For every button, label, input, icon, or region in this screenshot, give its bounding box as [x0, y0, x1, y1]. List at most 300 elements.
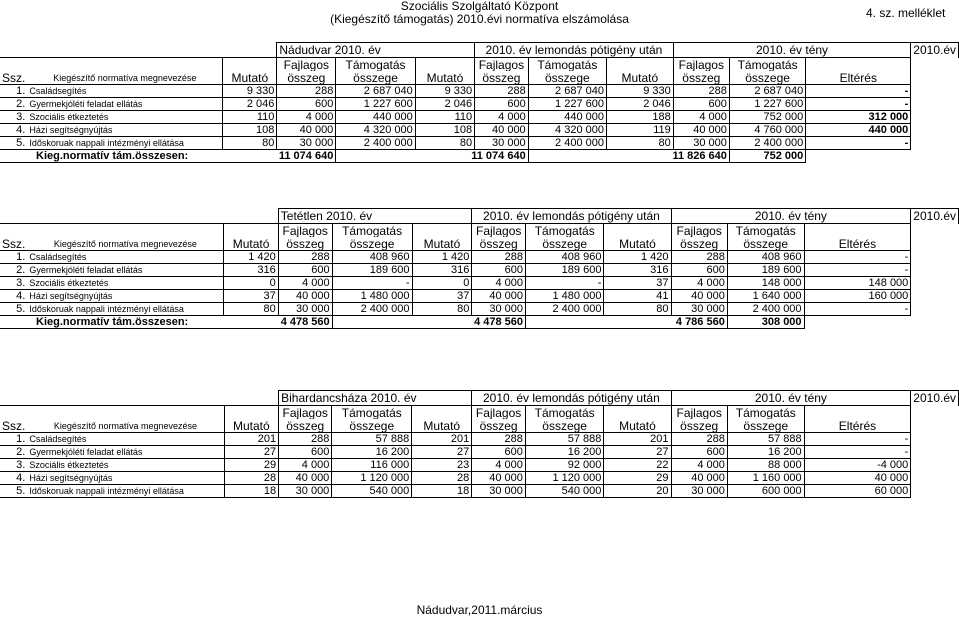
value-cell: 30 000: [475, 137, 529, 150]
row-number: 2.: [0, 446, 27, 459]
col-header-osszeg: összeg: [475, 71, 529, 85]
table-row: [0, 85, 959, 98]
total-actual: 11 826 640: [606, 150, 729, 163]
value-cell: 30 000: [472, 485, 526, 498]
col-header-fajlagos: Fajlagos: [671, 224, 727, 238]
diff-cell: 148 000: [804, 277, 911, 290]
row-number: 1.: [0, 433, 27, 446]
value-cell: 2 400 000: [729, 137, 805, 150]
blank-cell: [804, 224, 911, 238]
col-header-osszege: összege: [525, 419, 603, 433]
table-row: [0, 290, 959, 303]
value-cell: 2 046: [415, 98, 474, 111]
table-row: [0, 124, 959, 137]
value-cell: 288: [277, 85, 336, 98]
table-row: [0, 485, 959, 498]
value-cell: 408 960: [727, 251, 804, 264]
row-number: 1.: [0, 251, 27, 264]
value-cell: 16 200: [525, 446, 603, 459]
value-cell: 4 000: [472, 277, 526, 290]
row-name: Családsegítés: [27, 433, 224, 446]
value-cell: 4 000: [279, 459, 332, 472]
blank-cell: [224, 406, 279, 420]
blank-cell: [27, 209, 224, 224]
row-number: 5.: [0, 303, 27, 316]
blank-cell: [0, 391, 27, 406]
total-row: [0, 150, 959, 163]
diff-cell: -: [806, 137, 911, 150]
col-header-tamogatas: Támogatás: [729, 58, 805, 72]
col-header-osszeg: összeg: [671, 237, 727, 251]
value-cell: 108: [415, 124, 474, 137]
col-header-mutato: Mutató: [412, 419, 472, 433]
blank-cell: [332, 316, 412, 329]
col-header-elteres: Eltérés: [806, 71, 911, 85]
col-header-tamogatas: Támogatás: [727, 406, 804, 420]
table-row: [0, 111, 959, 124]
row-number: 4.: [0, 290, 27, 303]
value-cell: 148 000: [727, 277, 804, 290]
group-header-plan: 2010. év lemondás pótigény után: [472, 209, 671, 224]
value-cell: 80: [604, 303, 671, 316]
value-cell: 30 000: [279, 485, 332, 498]
group-header-actual: 2010. év tény: [671, 391, 911, 406]
blank-cell: [412, 406, 472, 420]
row-name: Gyermekjóléti feladat ellátás: [27, 446, 224, 459]
row-name: Gyermekjóléti feladat ellátás: [27, 98, 222, 111]
table-row: [0, 251, 959, 264]
group-header-actual: 2010. év tény: [673, 43, 911, 58]
value-cell: 600: [279, 446, 332, 459]
value-cell: 1 480 000: [526, 290, 604, 303]
value-cell: 0: [412, 277, 472, 290]
col-header-osszeg: összeg: [278, 237, 332, 251]
value-cell: 57 888: [727, 433, 804, 446]
value-cell: 1 480 000: [332, 290, 412, 303]
col-header-tamogatas: Támogatás: [528, 58, 606, 72]
col-header-fajlagos: Fajlagos: [671, 406, 727, 420]
value-cell: 18: [224, 485, 279, 498]
row-name: Időskoruak nappali intézményi ellátása: [27, 485, 224, 498]
col-header-osszeg: összeg: [673, 71, 729, 85]
col-header-ssz: Ssz.: [2, 237, 26, 251]
col-header-mutato: Mutató: [224, 419, 279, 433]
col-header-mutato: Mutató: [412, 237, 472, 251]
value-cell: 288: [472, 433, 526, 446]
col-header-elteres: Eltérés: [804, 237, 911, 251]
col-header-osszege: összege: [729, 71, 805, 85]
value-cell: 4 000: [671, 459, 727, 472]
value-cell: 27: [604, 446, 671, 459]
col-header-osszege: összege: [727, 419, 804, 433]
blank-cell: [804, 406, 911, 420]
group-header-diff: 2010.év: [911, 43, 959, 58]
value-cell: 2 687 040: [528, 85, 606, 98]
diff-cell: -: [806, 85, 911, 98]
blank-cell: [0, 209, 27, 224]
table-row: [0, 459, 959, 472]
value-cell: 316: [412, 264, 472, 277]
total-diff: 308 000: [727, 316, 804, 329]
value-cell: -: [332, 277, 412, 290]
value-cell: 288: [673, 85, 729, 98]
value-cell: 80: [415, 137, 474, 150]
total-actual: 4 786 560: [604, 316, 727, 329]
value-cell: 440 000: [336, 111, 415, 124]
value-cell: 110: [223, 111, 277, 124]
footer-place-date: Nádudvar,2011.március: [416, 603, 543, 617]
row-number: 5.: [0, 137, 27, 150]
value-cell: 27: [224, 446, 279, 459]
table-row: [0, 472, 959, 485]
col-header-fajlagos: Fajlagos: [472, 406, 526, 420]
value-cell: 40 000: [279, 472, 332, 485]
col-header-ssz: Ssz.: [2, 71, 26, 85]
value-cell: 16 200: [727, 446, 804, 459]
table-row: [0, 264, 959, 277]
row-name: Szociális étkeztetés: [27, 459, 224, 472]
diff-cell: -: [804, 251, 911, 264]
col-header-mutato: Mutató: [606, 71, 673, 85]
blank-cell: [27, 58, 222, 72]
value-cell: 40 000: [278, 290, 332, 303]
value-cell: 4 000: [671, 277, 727, 290]
value-cell: 40 000: [472, 290, 526, 303]
value-cell: 119: [606, 124, 673, 137]
total-revised: 11 074 640: [415, 150, 528, 163]
value-cell: 2 687 040: [336, 85, 415, 98]
value-cell: 1 227 600: [528, 98, 606, 111]
row-number: 4.: [0, 472, 27, 485]
col-header-fajlagos: Fajlagos: [673, 58, 729, 72]
value-cell: 600: [472, 446, 526, 459]
document-title: (Kiegészítő támogatás) 2010.évi normatíva elszámolása: [330, 12, 629, 26]
value-cell: 288: [475, 85, 529, 98]
value-cell: 4 000: [472, 459, 526, 472]
row-name: Családsegítés: [27, 85, 222, 98]
value-cell: 600: [475, 98, 529, 111]
diff-cell: -: [806, 98, 911, 111]
blank-cell: [0, 406, 27, 420]
table-row: [0, 137, 959, 150]
value-cell: 2 046: [223, 98, 277, 111]
value-cell: 288: [472, 251, 526, 264]
col-header-mutato: Mutató: [223, 71, 277, 85]
value-cell: 288: [278, 251, 332, 264]
col-header-tamogatas: Támogatás: [332, 224, 412, 238]
value-cell: 189 600: [526, 264, 604, 277]
value-cell: 92 000: [525, 459, 603, 472]
table-row: [0, 446, 959, 459]
value-cell: 540 000: [332, 485, 412, 498]
diff-cell: 312 000: [806, 111, 911, 124]
group-header-plan: 2010. év lemondás pótigény után: [475, 43, 674, 58]
blank-cell: [336, 150, 415, 163]
value-cell: 28: [224, 472, 279, 485]
col-header-tamogatas: Támogatás: [727, 224, 804, 238]
value-cell: 540 000: [525, 485, 603, 498]
group-header-plan: 2010. év lemondás pótigény után: [472, 391, 671, 406]
value-cell: 37: [412, 290, 472, 303]
section-title: Bihardancsháza 2010. év: [279, 391, 472, 406]
row-name: Házi segítségnyújtás: [27, 290, 224, 303]
value-cell: 27: [412, 446, 472, 459]
value-cell: 22: [604, 459, 671, 472]
value-cell: 2 400 000: [727, 303, 804, 316]
value-cell: 9 330: [606, 85, 673, 98]
diff-cell: 440 000: [806, 124, 911, 137]
value-cell: 40 000: [671, 290, 727, 303]
col-header-tamogatas: Támogatás: [525, 406, 603, 420]
col-header-tamogatas: Támogatás: [336, 58, 415, 72]
document-header: [0, 0, 959, 26]
col-header-fajlagos: Fajlagos: [475, 58, 529, 72]
col-header-osszeg: összeg: [472, 419, 526, 433]
col-header-fajlagos: Fajlagos: [472, 224, 526, 238]
value-cell: 288: [279, 433, 332, 446]
col-header-osszeg: összeg: [472, 237, 526, 251]
row-name: Családsegítés: [27, 251, 224, 264]
value-cell: 600: [278, 264, 332, 277]
value-cell: 1 420: [412, 251, 472, 264]
blank-cell: [606, 58, 673, 72]
value-cell: 4 320 000: [336, 124, 415, 137]
value-cell: 1 420: [224, 251, 278, 264]
value-cell: 1 420: [604, 251, 671, 264]
col-header-osszeg: összeg: [279, 419, 332, 433]
row-name: Időskoruak nappali intézményi ellátása: [27, 303, 224, 316]
value-cell: 1 227 600: [336, 98, 415, 111]
col-header-name: Kiegészítő normatíva megnevezése: [27, 237, 224, 251]
total-label: Kieg.normatív tám.összesen:: [0, 316, 278, 329]
row-name: Időskoruak nappali intézményi ellátása: [27, 137, 222, 150]
diff-cell: -: [804, 433, 911, 446]
value-cell: 2 400 000: [526, 303, 604, 316]
blank-cell: [415, 58, 474, 72]
blank-cell: [224, 391, 279, 406]
blank-cell: [604, 224, 671, 238]
blank-cell: [224, 224, 278, 238]
value-cell: 1 120 000: [525, 472, 603, 485]
value-cell: 288: [671, 251, 727, 264]
value-cell: 30 000: [472, 303, 526, 316]
value-cell: 4 760 000: [729, 124, 805, 137]
value-cell: 288: [671, 433, 727, 446]
row-number: 3.: [0, 459, 27, 472]
col-header-osszege: összege: [727, 237, 804, 251]
value-cell: 4 000: [277, 111, 336, 124]
value-cell: 40 000: [673, 124, 729, 137]
value-cell: 80: [223, 137, 277, 150]
value-cell: 2 400 000: [332, 303, 412, 316]
value-cell: 600 000: [727, 485, 804, 498]
table-row: [0, 98, 959, 111]
value-cell: 30 000: [277, 137, 336, 150]
row-number: 2.: [0, 264, 27, 277]
blank-cell: [526, 316, 604, 329]
row-name: Házi segítségnyújtás: [27, 472, 224, 485]
value-cell: 1 160 000: [727, 472, 804, 485]
col-header-mutato: Mutató: [415, 71, 474, 85]
value-cell: 57 888: [525, 433, 603, 446]
value-cell: 16 200: [332, 446, 412, 459]
value-cell: 2 400 000: [528, 137, 606, 150]
value-cell: 600: [277, 98, 336, 111]
value-cell: 600: [673, 98, 729, 111]
section-table: [0, 390, 959, 498]
row-name: Szociális étkeztetés: [27, 111, 222, 124]
table-row: [0, 433, 959, 446]
value-cell: 30 000: [278, 303, 332, 316]
institution-name: Szociális Szolgáltató Központ: [400, 0, 559, 13]
section-table: [0, 208, 959, 329]
value-cell: 18: [412, 485, 472, 498]
value-cell: 9 330: [223, 85, 277, 98]
blank-cell: [27, 224, 224, 238]
blank-cell: [223, 43, 277, 58]
value-cell: 110: [415, 111, 474, 124]
value-cell: 4 000: [278, 277, 332, 290]
value-cell: 0: [224, 277, 278, 290]
blank-cell: [0, 224, 27, 238]
col-header-fajlagos: Fajlagos: [277, 58, 336, 72]
col-header-osszege: összege: [332, 237, 412, 251]
value-cell: 4 320 000: [528, 124, 606, 137]
value-cell: 28: [412, 472, 472, 485]
total-label: Kieg.normatív tám.összesen:: [0, 150, 277, 163]
value-cell: 4 000: [673, 111, 729, 124]
value-cell: 1 120 000: [332, 472, 412, 485]
group-header-diff: 2010.év: [911, 391, 959, 406]
value-cell: 600: [671, 264, 727, 277]
value-cell: 29: [604, 472, 671, 485]
col-header-elteres: Eltérés: [804, 419, 911, 433]
value-cell: 20: [604, 485, 671, 498]
value-cell: 108: [223, 124, 277, 137]
row-number: 1.: [0, 85, 27, 98]
col-header-name: Kiegészítő normatíva megnevezése: [27, 71, 222, 85]
col-header-tamogatas: Támogatás: [332, 406, 412, 420]
blank-cell: [224, 209, 278, 224]
col-header-osszege: összege: [336, 71, 415, 85]
value-cell: 1 640 000: [727, 290, 804, 303]
table-row: [0, 277, 959, 290]
blank-cell: [27, 406, 224, 420]
row-name: Gyermekjóléti feladat ellátás: [27, 264, 224, 277]
value-cell: 2 046: [606, 98, 673, 111]
value-cell: 29: [224, 459, 279, 472]
blank-cell: [806, 58, 911, 72]
value-cell: 41: [604, 290, 671, 303]
diff-cell: 160 000: [804, 290, 911, 303]
value-cell: 201: [224, 433, 279, 446]
col-header-fajlagos: Fajlagos: [279, 406, 332, 420]
value-cell: 9 330: [415, 85, 474, 98]
value-cell: 600: [671, 446, 727, 459]
value-cell: 189 600: [727, 264, 804, 277]
row-number: 5.: [0, 485, 27, 498]
value-cell: 189 600: [332, 264, 412, 277]
value-cell: 30 000: [673, 137, 729, 150]
row-number: 4.: [0, 124, 27, 137]
total-plan: 11 074 640: [277, 150, 336, 163]
total-revised: 4 478 560: [412, 316, 526, 329]
value-cell: 316: [224, 264, 278, 277]
value-cell: 40 000: [277, 124, 336, 137]
blank-cell: [528, 150, 606, 163]
table-row: [0, 303, 959, 316]
blank-cell: [0, 58, 27, 72]
total-diff: 752 000: [729, 150, 805, 163]
blank-cell: [223, 58, 277, 72]
blank-cell: [412, 224, 472, 238]
value-cell: 30 000: [671, 303, 727, 316]
group-header-diff: 2010.év: [911, 209, 959, 224]
col-header-fajlagos: Fajlagos: [278, 224, 332, 238]
value-cell: 600: [472, 264, 526, 277]
value-cell: 4 000: [475, 111, 529, 124]
col-header-osszeg: összeg: [277, 71, 336, 85]
value-cell: 80: [224, 303, 278, 316]
value-cell: 201: [604, 433, 671, 446]
col-header-osszege: összege: [526, 237, 604, 251]
diff-cell: -4 000: [804, 459, 911, 472]
diff-cell: 60 000: [804, 485, 911, 498]
value-cell: 40 000: [671, 472, 727, 485]
col-header-mutato: Mutató: [224, 237, 278, 251]
col-header-osszege: összege: [332, 419, 412, 433]
value-cell: 752 000: [729, 111, 805, 124]
col-header-osszeg: összeg: [671, 419, 727, 433]
blank-cell: [0, 43, 27, 58]
row-number: 2.: [0, 98, 27, 111]
section-title: Nádudvar 2010. év: [277, 43, 475, 58]
value-cell: 40 000: [475, 124, 529, 137]
blank-cell: [27, 43, 222, 58]
value-cell: 201: [412, 433, 472, 446]
row-name: Szociális étkeztetés: [27, 277, 224, 290]
value-cell: 80: [606, 137, 673, 150]
value-cell: 316: [604, 264, 671, 277]
value-cell: 408 960: [526, 251, 604, 264]
value-cell: 30 000: [671, 485, 727, 498]
value-cell: 116 000: [332, 459, 412, 472]
col-header-name: Kiegészítő normatíva megnevezése: [27, 419, 224, 433]
col-header-tamogatas: Támogatás: [526, 224, 604, 238]
blank-cell: [27, 391, 224, 406]
section-table: [0, 42, 959, 163]
row-number: 3.: [0, 277, 27, 290]
value-cell: 57 888: [332, 433, 412, 446]
diff-cell: -: [804, 446, 911, 459]
value-cell: 37: [604, 277, 671, 290]
value-cell: 2 687 040: [729, 85, 805, 98]
diff-cell: -: [804, 264, 911, 277]
value-cell: 1 227 600: [729, 98, 805, 111]
col-header-ssz: Ssz.: [2, 419, 26, 433]
col-header-mutato: Mutató: [604, 237, 671, 251]
diff-cell: -: [804, 303, 911, 316]
section-title: Tetétlen 2010. év: [278, 209, 472, 224]
value-cell: 80: [412, 303, 472, 316]
row-name: Házi segítségnyújtás: [27, 124, 222, 137]
value-cell: 40 000: [472, 472, 526, 485]
value-cell: 408 960: [332, 251, 412, 264]
col-header-mutato: Mutató: [604, 419, 671, 433]
total-row: [0, 316, 959, 329]
value-cell: 37: [224, 290, 278, 303]
value-cell: 23: [412, 459, 472, 472]
